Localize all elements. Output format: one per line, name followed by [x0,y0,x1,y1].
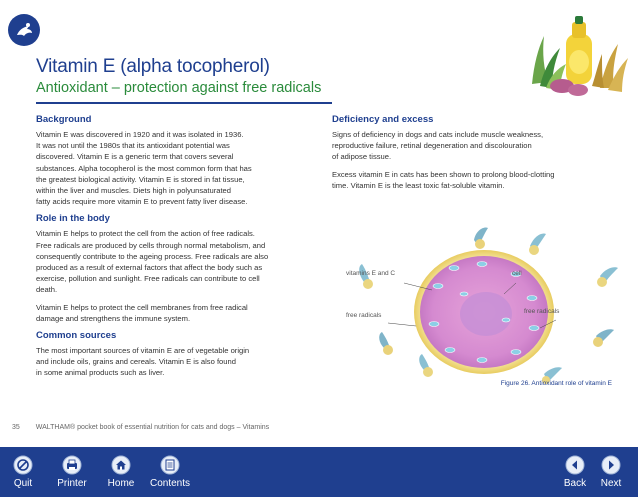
background-text: Vitamin E was discovered in 1920 and it was isolated in 1936. It was not until the 1980s that its antioxidant potential was discovered. Vitamin E is a generic term that covers several substances. Alpha tocopherol is the most common form that has the greatest biological activity. Vitamin E is stored in fat tissue, within the liver and muscles. Diets high in polyunsaturated fatty acids require more vitamin E to prevent fatty liver disease. [36,130,252,207]
quit-button[interactable] [6,447,40,497]
role-text-2: Vitamin E helps to protect the cell membranes from free radical damage and strengthens the immune system. [36,302,248,323]
quit-icon [13,455,33,475]
waltham-logo [8,14,40,46]
sources-text: The most important sources of vitamin E are of vegetable origin and include oils, grains and cereals. Vitamin E is also found in some animal products such as liver. [36,346,250,378]
next-button[interactable] [596,447,626,497]
contents-label: Contents [149,478,191,489]
left-column [36,114,328,385]
next-label: Next [600,478,622,489]
back-arrow-icon [565,455,585,475]
sources-section [36,330,328,379]
deficiency-section [332,114,624,191]
page-number: 35 [12,424,20,431]
background-section [36,114,328,207]
book-title: WALTHAM® pocket book of essential nutrition for cats and dogs – Vitamins [35,424,270,431]
role-heading: Role in the body [36,213,110,225]
background-heading: Background [36,114,92,125]
figure-caption: Figure 26. Antioxidant role of vitamin E [500,380,612,387]
cell-nucleus [460,292,512,336]
page-title: Vitamin E (alpha tocopherol) [36,56,270,77]
home-label: Home [107,478,135,489]
page-footer [12,424,269,431]
back-button[interactable] [560,447,590,497]
antioxidant-diagram [334,224,634,384]
cell-illustration [334,224,634,384]
back-label: Back [563,478,587,489]
label-free-radicals-right: free radicals [524,308,560,315]
printer-label: Printer [57,478,87,489]
role-section [36,213,328,324]
label-free-radicals-left: free radicals [346,312,382,319]
printer-button[interactable] [52,447,92,497]
home-icon [111,455,131,475]
sources-heading: Common sources [36,330,117,342]
title-divider [36,102,332,104]
deficiency-heading: Deficiency and excess [332,114,434,125]
printer-icon [62,455,82,475]
label-vitamins: vitamins E and C [346,270,396,277]
quit-label: Quit [13,478,33,489]
contents-icon [160,455,180,475]
deficiency-text-2: Excess vitamin E in cats has been shown to prolong blood-clotting time. Vitamin E is the least toxic fat-soluble vitamin. [332,169,555,190]
label-cell: cell [512,270,522,277]
contents-button[interactable] [148,447,192,497]
navigation-bar [0,447,638,497]
deficiency-text-1: Signs of deficiency in dogs and cats include muscle weakness, reproductive failure, retinal degeneration and discolouration of adipose tissue. [332,130,544,162]
food-illustration [522,14,634,98]
right-column [332,114,624,197]
home-button[interactable] [104,447,138,497]
page-subtitle: Antioxidant – protection against free radicals [36,80,322,96]
role-text-1: Vitamin E helps to protect the cell from the action of free radicals. Free radicals are produced by cells through normal metabolism, and consequently contribute to the ageing process. Free radicals are also produced as a result of external factors that affect the body such as exercise, pollution and sunlight. Free radicals can contribute to cell death. [36,229,269,295]
next-arrow-icon [601,455,621,475]
